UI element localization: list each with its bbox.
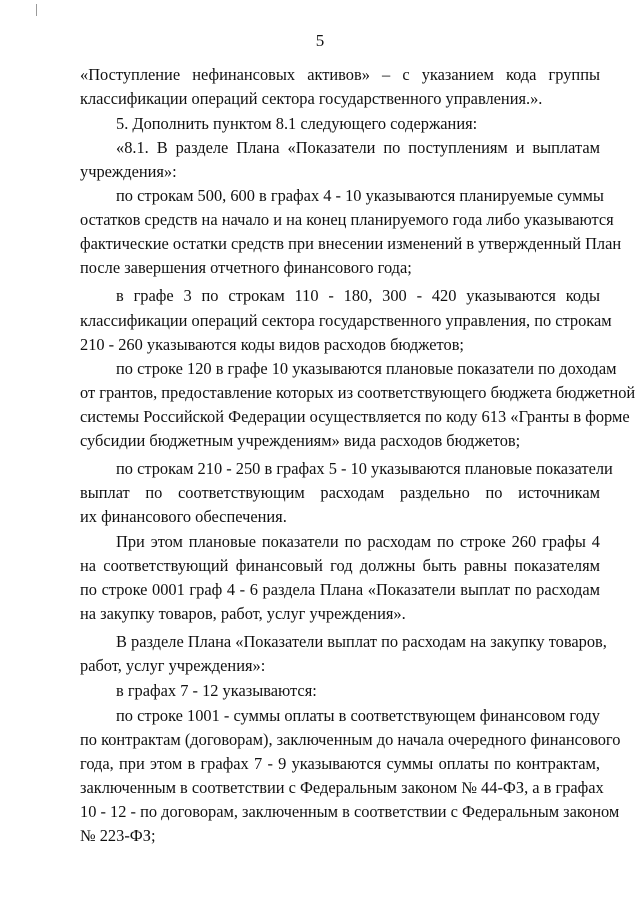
text-line: В разделе Плана «Показатели выплат по расходам на закупку товаров, (116, 632, 607, 651)
text-line: фактические остатки средств при внесении изменений в утвержденный План (80, 234, 622, 253)
text-line: в графе 3 по строкам 110 - 180, 300 - 420 указываются коды (116, 286, 600, 305)
text-line: по контрактам (договорам), заключенным до начала очередного финансового (80, 730, 621, 749)
text-line: на закупку товаров, работ, услуг учреждения». (80, 604, 406, 623)
text-line: учреждения»: (80, 162, 177, 181)
scan-edge-mark (36, 4, 37, 16)
text-line: субсидии бюджетным учреждениям» вида расходов бюджетов; (80, 431, 521, 450)
text-line: выплат по соответствующим расходам раздельно по источникам (80, 483, 600, 502)
text-line: классификации операций сектора государственного управления, по строкам (80, 311, 612, 330)
text-line: работ, услуг учреждения»: (80, 656, 266, 675)
text-line: классификации операций сектора государственного управления.». (80, 89, 543, 108)
text-line: заключенным в соответствии с Федеральным законом № 44-ФЗ, а в графах (80, 778, 604, 797)
text-line: в графах 7 - 12 указываются: (116, 681, 317, 700)
text-line: по строке 0001 граф 4 - 6 раздела Плана «Показатели выплат по расходам (80, 580, 600, 599)
text-line: по строке 120 в графе 10 указываются плановые показатели по доходам (116, 359, 617, 378)
text-line: по строкам 210 - 250 в графах 5 - 10 указываются плановые показатели (116, 459, 613, 478)
text-line: их финансового обеспечения. (80, 507, 287, 526)
text-line: При этом плановые показатели по расходам по строке 260 графы 4 (116, 532, 600, 551)
text-line: по строке 1001 - суммы оплаты в соответствующем финансовом году (116, 706, 601, 725)
text-line: остатков средств на начало и на конец планируемого года либо указываются (80, 210, 614, 229)
text-line: системы Российской Федерации осуществляется по коду 613 «Гранты в форме (80, 407, 630, 426)
text-line: 10 - 12 - по договорам, заключенным в соответствии с Федеральным законом (80, 802, 620, 821)
page-number: 5 (315, 31, 325, 50)
text-line: «8.1. В разделе Плана «Показатели по поступлениям и выплатам (116, 138, 600, 157)
text-line: по строкам 500, 600 в графах 4 - 10 указываются планируемые суммы (116, 186, 604, 205)
text-line: № 223-ФЗ; (80, 826, 156, 845)
text-line: 5. Дополнить пунктом 8.1 следующего содержания: (116, 114, 478, 133)
text-line: после завершения отчетного финансового года; (80, 258, 412, 277)
text-line: года, при этом в графах 7 - 9 указываются суммы оплаты по контрактам, (80, 754, 600, 773)
text-line: 210 - 260 указываются коды видов расходов бюджетов; (80, 335, 464, 354)
text-line: от грантов, предоставление которых из соответствующего бюджета бюджетной (80, 383, 636, 402)
text-line: «Поступление нефинансовых активов» – с указанием кода группы (80, 65, 600, 84)
text-line: на соответствующий финансовый год должны быть равны показателям (80, 556, 600, 575)
